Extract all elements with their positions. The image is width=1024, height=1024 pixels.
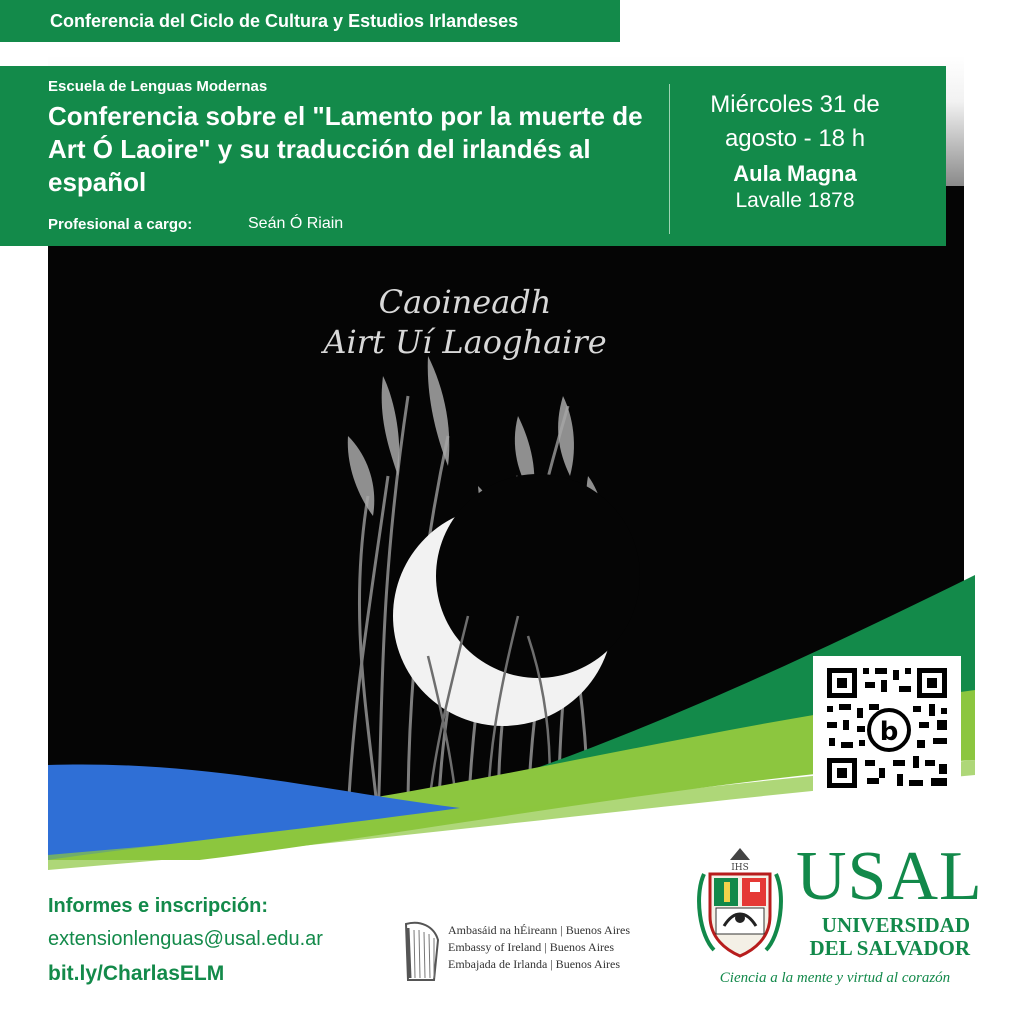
svg-text:IHS: IHS [731, 863, 749, 873]
event-venue: Aula Magna [733, 161, 857, 186]
university-motto: Ciencia a la mente y virtud al corazón [719, 970, 951, 986]
university-name-line2: DEL SALVADOR [809, 936, 970, 960]
event-date-line2: agosto - 18 h [724, 125, 866, 152]
embassy-logo-text [448, 922, 630, 973]
top-banner: Conferencia del Ciclo de Cultura y Estudios Irlandeses [0, 0, 620, 42]
contact-email-link[interactable]: extensionlenguas@usal.edu.ar [48, 928, 323, 950]
event-details [690, 88, 900, 214]
university-name [800, 914, 970, 960]
embassy-line-irish: Ambasáid na hÉireann | Buenos Aires [448, 923, 631, 937]
registration-link[interactable]: bit.ly/CharlasELM [48, 962, 225, 985]
cover-title-line1: Caoineadh [378, 283, 552, 321]
qr-code[interactable] [813, 656, 961, 800]
harp-icon [400, 920, 442, 984]
event-address: Lavalle 1878 [735, 189, 855, 212]
professional-label: Profesional a cargo: [48, 216, 193, 233]
university-acronym: USAL [796, 838, 983, 915]
university-name-line1: UNIVERSIDAD [821, 913, 970, 937]
svg-text:b: b [879, 717, 899, 747]
embassy-line-spanish: Embajada de Irlanda | Buenos Aires [448, 957, 621, 971]
cover-title-line2: Airt Uí Laoghaire [323, 323, 607, 361]
school-name: Escuela de Lenguas Modernas [48, 78, 268, 95]
event-date-line1: Miércoles 31 de [710, 91, 880, 118]
cover-title [300, 282, 630, 362]
header-divider [669, 84, 670, 234]
crest-icon [694, 846, 786, 964]
professional-name: Seán Ó Riain [248, 215, 344, 232]
info-title: Informes e inscripción: [48, 895, 269, 917]
conference-title: Conferencia sobre el "Lamento por la muerte de Art Ó Laoire" y su traducción del irlandés al español [48, 101, 643, 197]
qr-code-icon [813, 656, 961, 800]
embassy-line-english: Embassy of Ireland | Buenos Aires [448, 940, 615, 954]
